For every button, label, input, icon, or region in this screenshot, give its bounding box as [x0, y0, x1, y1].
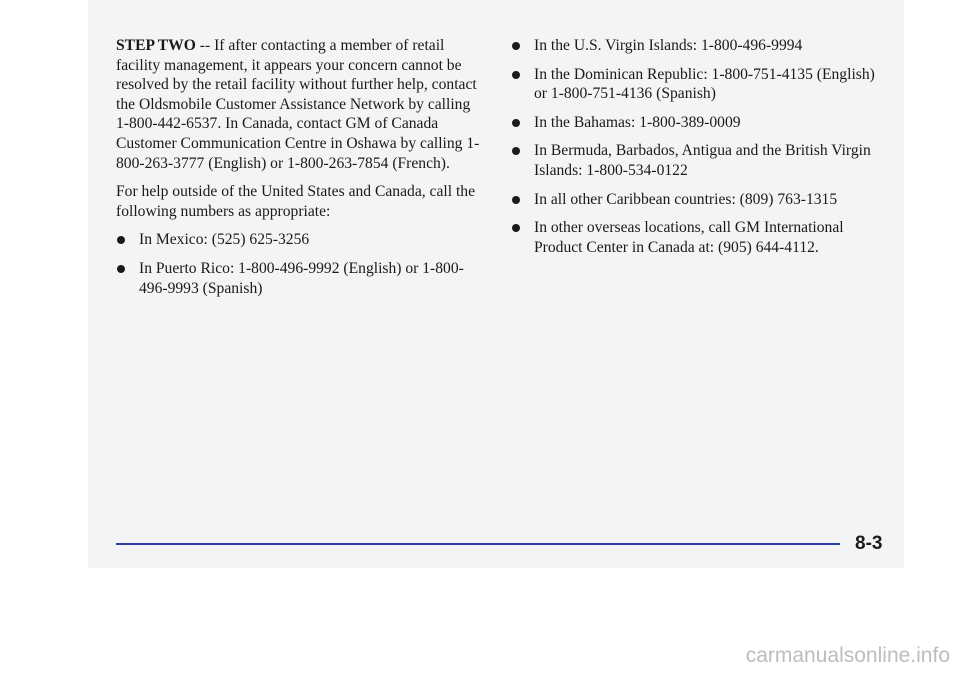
list-item — [116, 230, 486, 250]
list-item-text: In Mexico: (525) 625-3256 — [139, 231, 310, 249]
list-item-text: In all other Caribbean countries: (809) 763-1315 — [534, 190, 838, 208]
list-item — [511, 36, 881, 56]
list-item-text: In other overseas locations, call GM International Product Center in Canada at: (905) 644-4112. — [534, 219, 844, 256]
step-two-paragraph — [116, 36, 486, 173]
step-two-body: -- If after contacting a member of retail facility management, it appears your concern cannot be resolved by the retail facility without further help, contact the Oldsmobile Customer Assistance Network by calling 1-800-442-6537. In Canada, contact GM of Canada Customer Communication Centre in Oshawa by calling 1-800-263-3777 (English) or 1-800-263-7854 (French). — [116, 37, 480, 172]
list-item — [511, 113, 881, 133]
list-item — [116, 259, 486, 298]
list-item-text: In the U.S. Virgin Islands: 1-800-496-9994 — [534, 37, 803, 54]
watermark: carmanualsonline.info — [745, 644, 950, 667]
left-bullet-list — [116, 230, 486, 298]
step-two-lead: STEP TWO — [116, 37, 196, 54]
list-item — [511, 141, 881, 180]
list-item — [511, 190, 881, 210]
bullet-icon — [117, 265, 125, 273]
list-item-text: In Puerto Rico: 1-800-496-9992 (English) or 1-800-496-9993 (Spanish) — [139, 259, 464, 297]
left-column — [116, 36, 486, 307]
international-intro: For help outside of the United States and Canada, call the following numbers as appropriate: — [116, 183, 475, 220]
bullet-icon — [512, 119, 520, 127]
bullet-icon — [512, 224, 520, 232]
bullet-icon — [512, 71, 520, 79]
footer-rule — [116, 543, 840, 545]
page-number: 8-3 — [855, 533, 883, 554]
bullet-icon — [512, 42, 520, 50]
right-column — [511, 36, 881, 266]
bullet-icon — [512, 147, 520, 155]
bullet-icon — [117, 236, 125, 244]
list-item — [511, 65, 881, 104]
list-item — [511, 218, 881, 257]
list-item-text: In the Dominican Republic: 1-800-751-4135 (English) or 1-800-751-4136 (Spanish) — [534, 65, 875, 103]
list-item-text: In the Bahamas: 1-800-389-0009 — [534, 113, 741, 131]
bullet-icon — [512, 196, 520, 204]
list-item-text: In Bermuda, Barbados, Antigua and the British Virgin Islands: 1-800-534-0122 — [534, 142, 871, 179]
right-bullet-list — [511, 36, 881, 257]
